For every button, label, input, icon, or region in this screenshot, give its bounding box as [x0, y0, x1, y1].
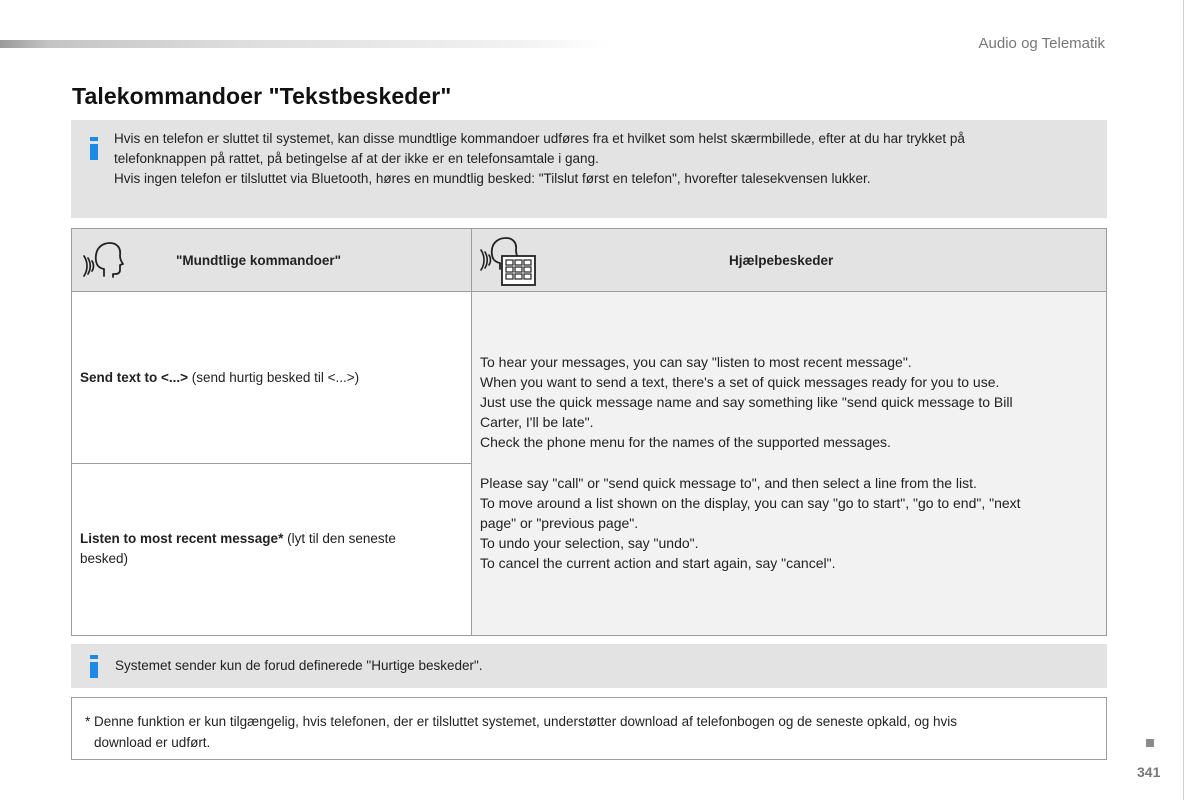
- help-line: Check the phone menu for the names of the supported messages.: [480, 434, 891, 450]
- header-commands-label: "Mundtlige kommandoer": [176, 253, 342, 268]
- help-line: To hear your messages, you can say "listen to most recent message".: [480, 354, 912, 370]
- header-gradient-bar: [0, 40, 610, 48]
- header-help-label: Hjælpebeskeder: [729, 253, 834, 268]
- page-marker: [1146, 739, 1154, 747]
- table-header-commands: [72, 229, 472, 292]
- table-header-help: [472, 229, 1106, 292]
- info-line-3: Hvis ingen telefon er tilsluttet via Bluetooth, høres en mundtlig besked: "Tilslut først en telefon", hvorefter talesekvensen lukker.: [114, 171, 871, 186]
- help-line: page" or "previous page".: [480, 515, 639, 531]
- info-icon: [90, 655, 98, 678]
- info-line-1: Hvis en telefon er sluttet til systemet, kan disse mundtlige kommandoer udføres fra et hvilket som helst skærmbillede, efter at du har trykket på: [114, 131, 965, 146]
- info-icon: [90, 137, 98, 160]
- info-note-text: Systemet sender kun de forud definerede "Hurtige beskeder".: [115, 658, 483, 673]
- help-messages-cell: [472, 292, 1106, 635]
- help-line: To move around a list shown on the display, you can say "go to start", "go to end", "next: [480, 495, 1021, 511]
- help-line: Just use the quick message name and say something like "send quick message to Bill: [480, 394, 1013, 410]
- voice-keypad-icon: [478, 236, 538, 288]
- info-note-box: [71, 644, 1107, 688]
- info-box: [71, 120, 1107, 218]
- command-translation-cont: besked): [80, 551, 129, 566]
- page-edge-divider: [1183, 0, 1184, 800]
- command-bold: Send text to <...>: [80, 370, 189, 385]
- command-send-text: [80, 368, 460, 388]
- footnote-star: *: [278, 531, 284, 546]
- voice-command-table: [71, 228, 1107, 636]
- command-translation: (lyt til den seneste: [283, 531, 396, 546]
- help-line: When you want to send a text, there's a set of quick messages ready for you to use.: [480, 374, 1000, 390]
- help-group-2: [480, 473, 1080, 573]
- page-title: Talekommandoer "Tekstbeskeder": [72, 83, 452, 109]
- help-line: Please say "call" or "send quick message to", and then select a line from the list.: [480, 475, 977, 491]
- help-line: To cancel the current action and start again, say "cancel".: [480, 555, 836, 571]
- help-line: To undo your selection, say "undo".: [480, 535, 699, 551]
- voice-command-icon: [80, 239, 126, 283]
- footnote-line-2: download er udført.: [94, 735, 211, 750]
- help-line: Carter, I'll be late".: [480, 414, 594, 430]
- command-cell: [72, 464, 472, 635]
- section-title: Audio og Telematik: [978, 35, 1105, 52]
- footnote-box: [71, 697, 1107, 760]
- info-line-2: telefonknappen på rattet, på betingelse af at der ikke er en telefonsamtale i gang.: [114, 151, 599, 166]
- command-cell: [72, 292, 472, 464]
- command-listen: [80, 529, 460, 569]
- footnote-line-1: * Denne funktion er kun tilgængelig, hvis telefonen, der er tilsluttet systemet, understøtter download af telefonbogen og de seneste opkald, og hvis: [85, 714, 958, 729]
- footnote-text: [85, 711, 1092, 753]
- command-bold: Listen to most recent message: [80, 531, 279, 546]
- page-number: 341: [1137, 764, 1161, 780]
- command-translation: (send hurtig besked til <...>): [188, 370, 360, 385]
- help-group-1: [480, 352, 1080, 452]
